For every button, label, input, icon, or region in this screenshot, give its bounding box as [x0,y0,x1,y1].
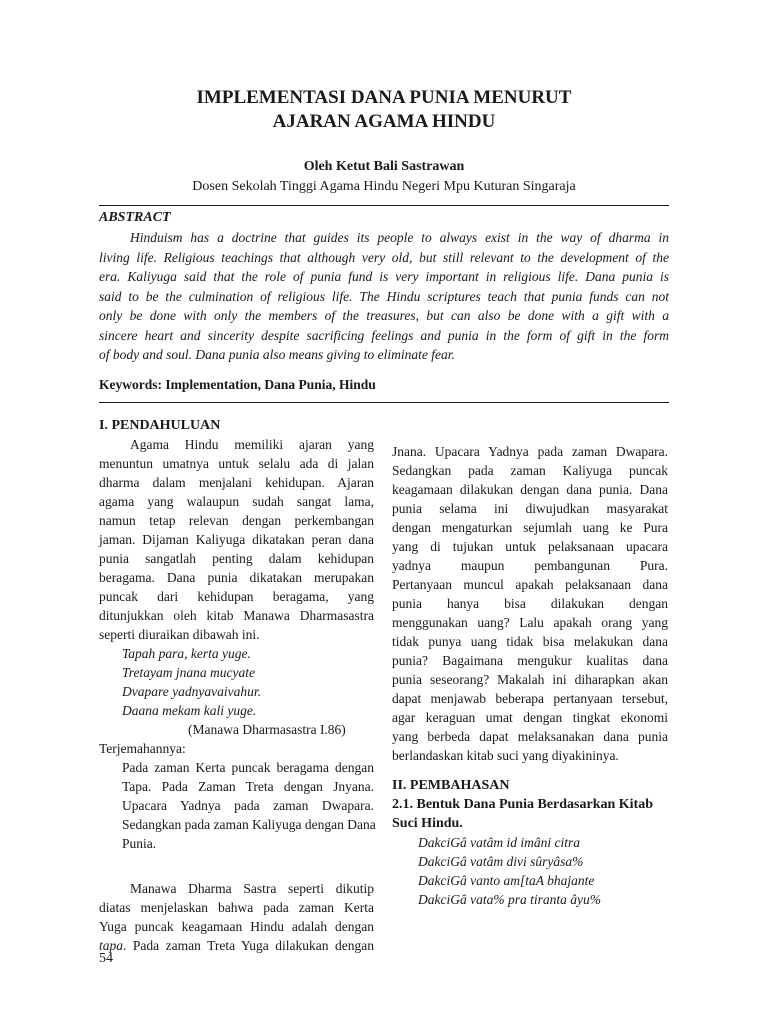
paper-title [0,86,768,134]
body-line: namun tetap relevan dengan perkembangan [99,513,374,528]
body-line: jaman. Dijaman Kaliyuga dikatakan peran dana [99,532,374,547]
right-column [392,442,668,909]
sanskrit-verse-line: Tretayam jnana mucyate [122,665,255,680]
section-heading-introduction: I. PENDAHULUAN [99,418,221,433]
body-line: yang di tujukan untuk pelaksanaan upacara [392,539,668,554]
sanskrit-verse-line: Dvapare yadnyavaivahur. [122,684,261,699]
body-line: dapat menjawab beberapa pertanyaan tersebut, [392,691,668,706]
sanskrit-verse-line: DakciGâ vatâm id imâni citra [418,835,580,850]
body-line: tidak punya uang tidak bisa melakukan dana [392,634,668,649]
body-line [99,936,374,955]
body-line: Agama Hindu memiliki ajaran yang [130,437,374,452]
body-line: punia sangatlah penting dalam kehidupan [99,551,374,566]
body-line: menuntun umatnya untuk selalu ada di jalan [99,456,374,471]
abstract-line: era. Kaliyuga said that the role of punia fund is very important in religious life. Dana punia is [99,269,669,284]
abstract-line: of body and soul. Dana punia also means giving to eliminate fear. [99,347,455,362]
body-line: Pertanyaan muncul apakah pelaksanaan dana [392,577,668,592]
subsection-heading: 2.1. Bentuk Dana Punia Berdasarkan Kitab [392,797,653,812]
body-line: punia selama ini diwujudkan masyarakat [392,501,668,516]
sanskrit-verse-line: DakciGâ vatâm divi sûryâsa% [418,854,584,869]
section-heading-discussion: II. PEMBAHASAN [392,778,510,793]
body-line: ditunjukkan oleh kitab Manawa Dharmasastra [99,608,374,623]
body-line: Sedangkan pada zaman Kaliyuga puncak [392,463,668,478]
keywords-divider [99,402,669,403]
body-line: beragama. Dana punia dikatakan merupakan [99,570,374,585]
body-line: punia hanya bisa dilakukan dengan [392,596,668,611]
keywords: Keywords: Implementation, Dana Punia, Hindu [99,377,376,392]
body-line: seperti diuraikan dibawah ini. [99,627,260,642]
translation-line: Pada zaman Kerta puncak beragama dengan [122,760,374,775]
abstract-line: only be done with only the members of the treasures, but can also be done with a gift with a [99,308,669,323]
body-line: menggunakan uang? Lalu apakah orang yang [392,615,668,630]
italic-term: tapa [99,938,124,953]
body-line: keagamaan dilakukan dengan dana punia. Dana [392,482,668,497]
author-name: Oleh Ketut Bali Sastrawan [303,159,465,174]
body-line: Manawa Dharma Sastra seperti dikutip [130,881,374,896]
translation-block [99,758,374,853]
body-line: agar keraguan umat dengan tingkat ekonomi [392,710,668,725]
body-line: dengan mengaturkan sejumlah uang ke Pura [392,520,668,535]
subsection-heading: Suci Hindu. [392,816,463,831]
title-line-2: AJARAN AGAMA HINDU [272,111,496,132]
body-line: diatas menjelaskan bahwa pada zaman Kerta [99,900,374,915]
top-divider [99,205,669,206]
verse-source: (Manawa Dharmasastra I.86) [188,722,346,737]
translation-line: Punia. [122,836,157,851]
title-line-1: IMPLEMENTASI DANA PUNIA MENURUT [196,87,572,108]
sanskrit-verse-line: Daana mekam kali yuge. [122,703,257,718]
abstract-body [99,228,669,365]
body-line: Yuga puncak keagamaan Hindu adalah dengan [99,919,374,934]
abstract-line: Hinduism has a doctrine that guides its people to always exist in the way of dharma in [130,230,669,245]
body-line: dharma dalam menjalani kehidupan. Ajaran [99,475,374,490]
body-line: yang berbeda dapat melaksanakan dana punia [392,729,668,744]
body-line: punia seseorang? Makalah ini diharapkan akan [392,672,668,687]
body-line: punia? Bagaimana mengukur kualitas dana [392,653,668,668]
body-line: puncak dari kehidupan beragama, yang [99,589,374,604]
sanskrit-verse-line: DakciGâ vata% pra tiranta âyu% [418,892,601,907]
abstract-heading: ABSTRACT [99,210,171,225]
sanskrit-verse-line: Tapah para, kerta yuge. [122,646,251,661]
body-line: agama yang walaupun sudah sangat lama, [99,494,374,509]
body-text: . Pada zaman Treta Yuga dilakukan dengan [123,938,374,953]
body-line: Jnana. Upacara Yadnya pada zaman Dwapara. [392,444,668,459]
author-affiliation: Dosen Sekolah Tinggi Agama Hindu Negeri Mpu Kuturan Singaraja [192,179,576,194]
page-number: 54 [99,951,113,966]
abstract-line: said to be the culmination of religious life. The Hindu scriptures teach that punia funds can not [99,288,669,304]
abstract-line: living life. Religious teachings that although very old, but still relevant to the development of the [99,249,669,265]
translation-line: Sedangkan pada zaman Kaliyuga dengan Dana [122,817,376,832]
body-line: yadnya maupun pembangunan Pura. [392,558,668,573]
sanskrit-verse-line: DakciGâ vanto am[taA bhajante [418,873,595,888]
translation-line: Upacara Yadnya pada zaman Dwapara. [122,798,374,813]
left-column [99,416,374,955]
body-line: berlandaskan kitab suci yang diyakininya. [392,748,619,763]
abstract-line: sincere heart and sincerity despite sacrificing feelings and punia in the form of gift in the form [99,327,669,343]
translation-line: Tapa. Pada Zaman Treta dengan Jnyana. [122,779,374,794]
translation-label: Terjemahannya: [99,741,186,756]
